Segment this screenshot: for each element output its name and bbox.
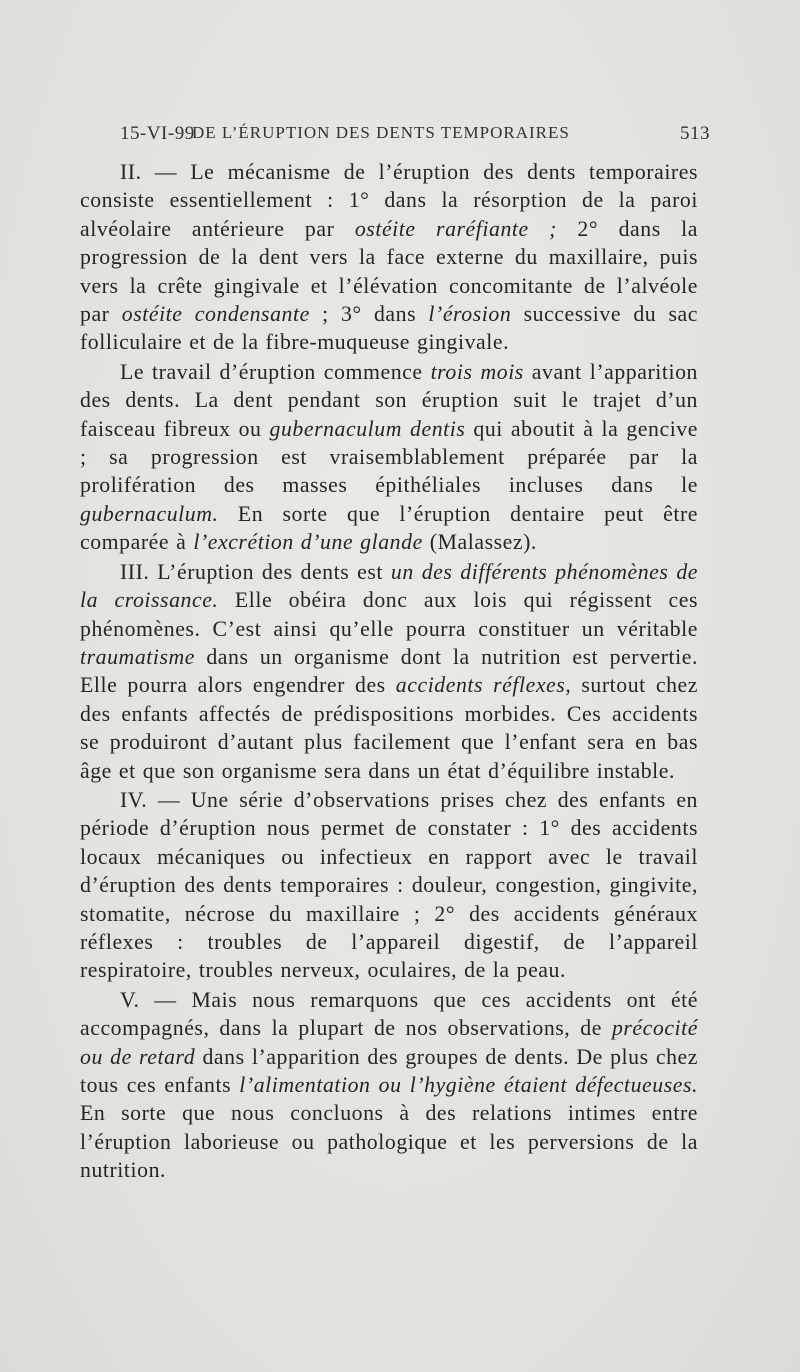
paragraph <box>80 558 698 785</box>
text-run: Le travail d’éruption commence <box>120 359 431 384</box>
running-header <box>120 123 710 153</box>
text-run: surtout chez des enfants affectés de prédispositions morbides. Ces accidents se produiront d’autant plus facilement que l’enfant sera en bas âge et que son organisme sera dans un état d’équilibre instable. <box>80 673 698 783</box>
italic-text: trois mois <box>430 359 524 384</box>
italic-text: l’alimentation ou l’hygiène étaient défectueuses. <box>239 1073 698 1097</box>
text-run: qui aboutit à la gencive ; sa progression est vraisemblablement préparée par la prolifération des masses épithéliales incluses dans le <box>80 416 698 498</box>
italic-text: ostéite condensante <box>121 302 310 327</box>
italic-text: gubernaculum. <box>80 501 219 526</box>
text-run: V. — Mais nous remarquons que ces accidents ont été accompagnés, dans la plupart de nos observations, de <box>80 987 698 1041</box>
page-number: 513 <box>680 123 710 144</box>
text-run: successive du sac folliculaire et de la fibre-muqueuse gingivale. <box>80 302 699 355</box>
text-run: dans un organisme dont la nutrition est pervertie. Elle pourra alors engendrer des <box>80 644 698 698</box>
text-run: 2° dans la progression de la dent vers la face externe du maxillaire, puis vers la crête gingivale et l’élévation concomitante de l’alvéole par <box>80 216 699 327</box>
text-run: dans l’apparition des groupes de dents. De plus chez tous ces enfants <box>80 1044 698 1097</box>
paragraph <box>80 158 698 357</box>
text-run: II. — Le mécanisme de l’éruption des dents temporaires consiste essentiellement : 1° dans la résorption de la paroi alvéolaire antérieure par <box>80 160 698 241</box>
paragraph <box>80 358 698 557</box>
header-title: DE L’ÉRUPTION DES DENTS TEMPORAIRES <box>192 123 570 142</box>
body-text <box>80 158 698 1185</box>
italic-text: gubernaculum dentis <box>269 416 466 441</box>
text-run: En sorte que nous concluons à des relations intimes entre l’éruption laborieuse ou pathologique et les perversions de la nutrition. <box>80 1101 698 1183</box>
text-run: IV. — Une série d’observations prises chez des enfants en période d’éruption nous permet de constater : 1° des accidents locaux mécaniques ou infectieux en rapport avec le travail d’éruption des dents temporaires : douleur, congestion, gingivite, stomatite, nécrose du maxillaire ; 2° des accidents généraux réflexes : troubles de l’appareil digestif, de l’appareil respiratoire, troubles nerveux, oculaires, de la peau. <box>80 787 698 983</box>
text-run: III. L’éruption des dents est <box>120 559 391 584</box>
paragraph <box>80 786 698 985</box>
italic-text: un des différents phénomènes de la croissance. <box>80 559 698 613</box>
italic-text: traumatisme <box>80 644 196 669</box>
italic-text: l’excrétion d’une glande <box>193 530 423 555</box>
italic-text: précocité ou de retard <box>80 1016 698 1069</box>
text-run: avant l’apparition des dents. La dent pendant son éruption suit le trajet d’un faisceau fibreux ou <box>80 359 699 441</box>
text-run: (Malassez). <box>422 530 537 555</box>
italic-text: accidents réflexes, <box>395 673 572 698</box>
italic-text: l’érosion <box>428 302 512 327</box>
text-run: ; 3° dans <box>309 302 429 327</box>
text-run: Elle obéira donc aux lois qui régissent ces phénomènes. C’est ainsi qu’elle pourra constituer un véritable <box>80 588 698 641</box>
italic-text: ostéite raréfiante ; <box>354 216 557 241</box>
paragraph <box>80 986 698 1185</box>
text-run: En sorte que l’éruption dentaire peut être comparée à <box>80 501 698 555</box>
header-date: 15-VI-99 <box>120 123 195 144</box>
